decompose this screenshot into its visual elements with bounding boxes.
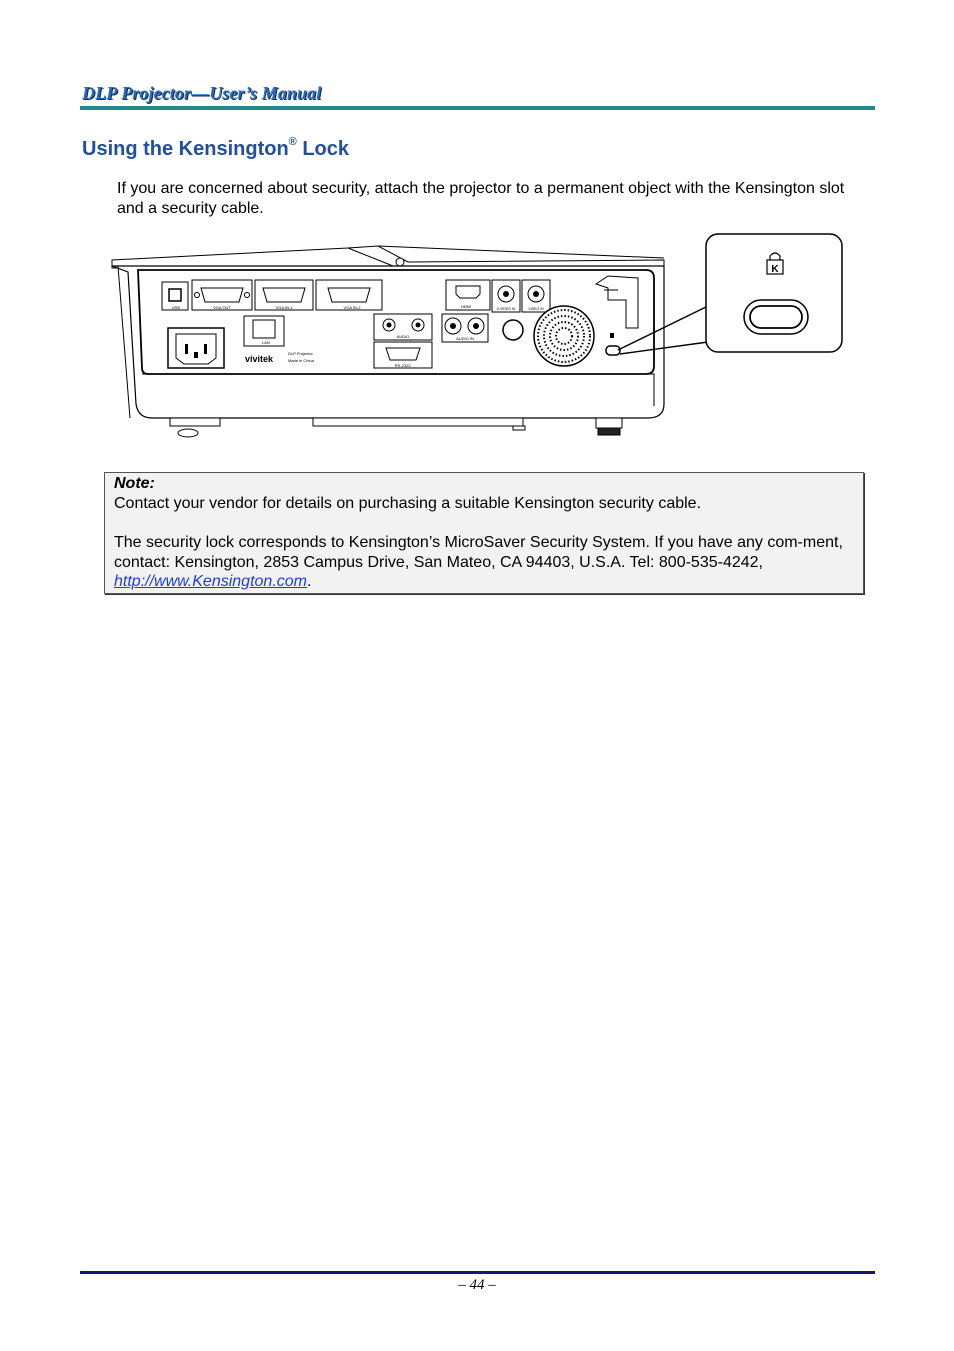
vga-in1-label: VGA IN-1 — [275, 305, 293, 310]
manual-header-title: DLP Projector—User’s Manual — [82, 83, 322, 103]
model-text: DLP Projector — [288, 351, 313, 356]
projector-rear-illustration — [108, 228, 848, 444]
page-number: – 44 – — [458, 1277, 496, 1293]
note-paragraph-text: The security lock corresponds to Kensington’s MicroSaver Security System. If you have any com-ment, contact: Kensington, 2853 Campus Drive, San Mateo, CA 94403, U.S.A. Tel: 800-535-4242, — [114, 534, 843, 571]
rs232-label: RS-232C — [394, 363, 412, 368]
video-in-label: VIDEO IN — [528, 307, 544, 311]
header-divider — [80, 106, 875, 110]
note-title: Note: — [114, 475, 155, 492]
lan-label: LAN — [262, 340, 270, 345]
kensington-lock-icon: K — [771, 264, 779, 275]
projector-rear-figure — [108, 228, 848, 444]
hdmi-label: HDMI — [460, 304, 472, 309]
section-title — [82, 138, 349, 161]
intro-paragraph: If you are concerned about security, attach the projector to a permanent object with the Kensington slot and a security cable. — [117, 180, 845, 217]
note-box — [104, 472, 864, 594]
section-title-text: Using the Kensington — [82, 138, 289, 160]
registered-mark: ® — [288, 136, 297, 149]
made-in-text: Made in China — [288, 358, 314, 363]
note-line1: Contact your vendor for details on purchasing a suitable Kensington security cable. — [114, 495, 702, 512]
footer-divider — [80, 1271, 875, 1274]
audio-in-label: AUDIO IN — [456, 336, 474, 341]
vga-in2-label: VGA IN-2 — [343, 305, 361, 310]
s-video-label: S-VIDEO IN — [496, 307, 516, 311]
usb-label: USB — [171, 305, 181, 310]
brand-logo: vivitek — [245, 354, 274, 364]
section-title-suffix: Lock — [296, 138, 350, 160]
note-paragraph — [114, 533, 854, 592]
audio-label: AUDIO — [396, 334, 410, 339]
note-paragraph-end: . — [306, 573, 312, 590]
kensington-link[interactable]: http://www.Kensington.com — [114, 573, 307, 590]
vga-out-label: VGA OUT — [213, 305, 231, 310]
